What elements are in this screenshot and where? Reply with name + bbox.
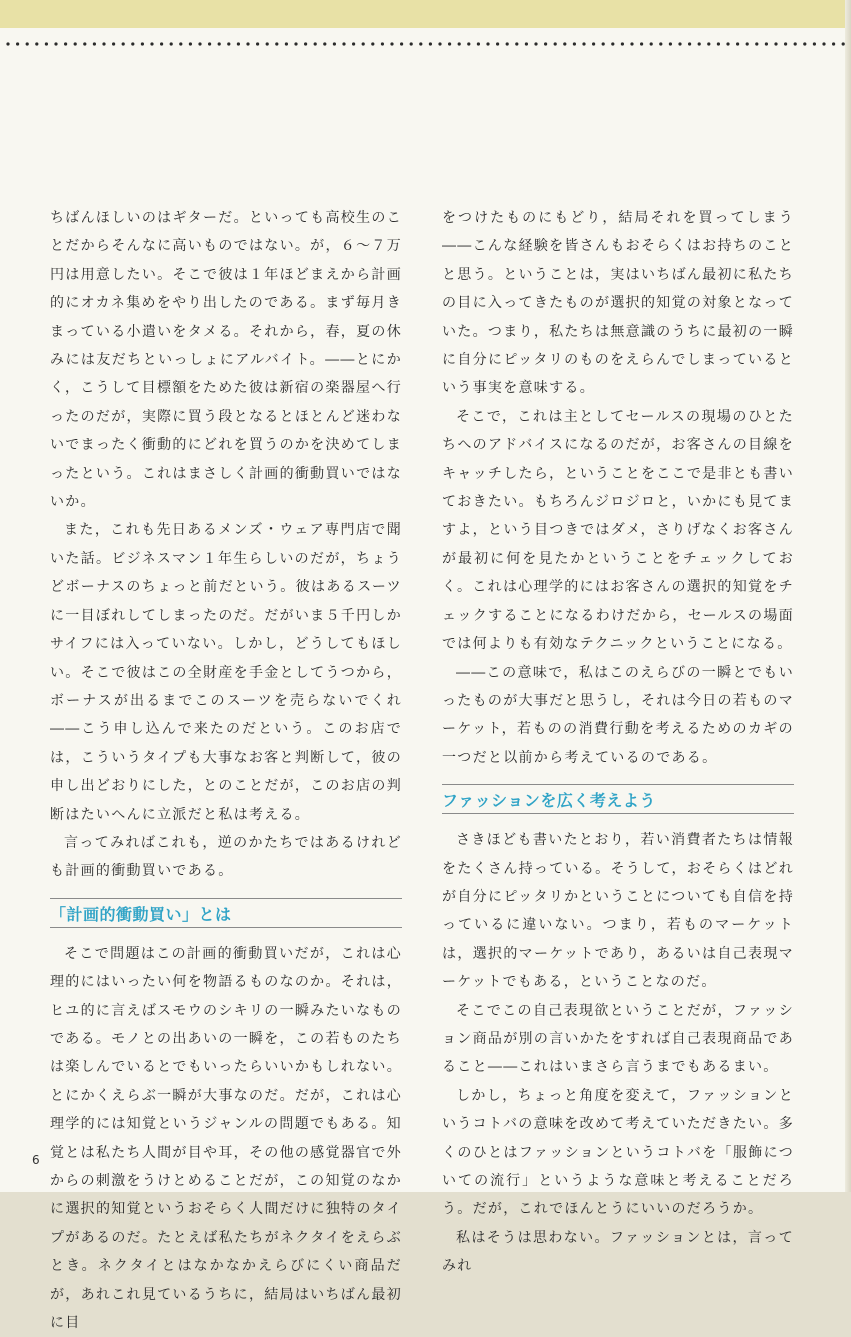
rule-dot: [150, 42, 153, 45]
page-number: 6: [32, 1153, 40, 1167]
rule-dot: [563, 42, 566, 45]
rule-dot: [640, 42, 643, 45]
rule-dot: [410, 42, 413, 45]
rule-dot: [419, 42, 422, 45]
body-paragraph: しかし，ちょっと角度を変えて，ファッションというコトバの意味を改めて考えていただきたい。多くのひとはファッションというコトバを「服飾についての流行」というような意味と考えることだろう。だが，これでほんとうにいいのだろうか。: [442, 1087, 794, 1218]
rule-dot: [141, 42, 144, 45]
rule-dot: [266, 42, 269, 45]
body-paragraph: ちばんほしいのはギターだ。といっても高校生のことだからそんなに高いものではない。が，６～７万円は用意したい。そこで彼は１年ほどまえから計画的にオカネ集めをやり出したのである。まず毎月きまっている小遣いをタメる。それから，春，夏の休みには友だちといっしょにアルバイト。――とにかく，こうして目標額をためた彼は新宿の楽器屋へ行ったのだが，実際に買う段となるとほとんど迷わないでまったく衝動的にどれを買うのかを決めてしまったという。これはまさしく計画的衝動買いではないか。: [50, 210, 402, 511]
rule-dot: [534, 42, 537, 45]
rule-dot: [803, 42, 806, 45]
rule-dot: [630, 42, 633, 45]
body-paragraph: ――この意味で，私はこのえらびの一瞬とでもいったものが大事だと思うし，それは今日の若ものマーケット，若ものの消費行動を考えるためのカギの一つだと以前から考えているのである。: [442, 664, 794, 766]
rule-dot: [275, 42, 278, 45]
left-column: [50, 204, 402, 1337]
rule-dot: [602, 42, 605, 45]
rule-dot: [333, 42, 336, 45]
rule-dot: [160, 42, 163, 45]
rule-dot: [390, 42, 393, 45]
body-paragraph: そこでこの自己表現欲ということだが，ファッション商品が別の言いかたをすれば自己表現商品であること――これはいまさら言うまでもあるまい。: [442, 1002, 794, 1076]
rule-dot: [285, 42, 288, 45]
section-heading: 「計画的衝動買い」とは: [50, 898, 402, 928]
rule-dot: [506, 42, 509, 45]
rule-dot: [294, 42, 297, 45]
rule-dot: [659, 42, 662, 45]
rule-dot: [592, 42, 595, 45]
rule-dot: [554, 42, 557, 45]
rule-dot: [16, 42, 19, 45]
rule-dot: [784, 42, 787, 45]
rule-dot: [669, 42, 672, 45]
body-paragraph: さきほども書いたとおり，若い消費者たちは情報をたくさん持っている。そうして，おそらくはどれが自分にピッタリかということについても自信を持っているに違いない。つまり，若ものマーケットは，選択的マーケットであり，あるいは自己表現マーケットでもある，ということなのだ。: [442, 832, 794, 991]
rule-dot: [35, 42, 38, 45]
top-color-band: [0, 0, 851, 28]
rule-dot: [400, 42, 403, 45]
rule-dot: [467, 42, 470, 45]
rule-dot: [304, 42, 307, 45]
rule-dot: [726, 42, 729, 45]
rule-dot: [832, 42, 835, 45]
page-edge-shadow: [845, 0, 851, 1192]
rule-dot: [362, 42, 365, 45]
rule-dot: [208, 42, 211, 45]
rule-dot: [112, 42, 115, 45]
body-paragraph: また，これも先日あるメンズ・ウェア専門店で聞いた話。ビジネスマン１年生らしいのだが，ちょうどボーナスのちょっと前だという。彼はあるスーツに一目ぼれしてしまったのだ。だがいま５千円しかサイフには入っていない。しかし，どうしてもほしい。そこで彼はこの全財産を手金としてうつから，ボーナスが出るまでこのスーツを売らないでくれ――こう申し込んで来たのだという。このお店では，こういうタイプも大事なお客と判断して，彼の申し出どおりにした，とのことだが，このお店の判断はたいへんに立派だと私は考える。: [50, 522, 402, 823]
rule-dot: [525, 42, 528, 45]
rule-dot: [314, 42, 317, 45]
rule-dot: [438, 42, 441, 45]
rule-dot: [688, 42, 691, 45]
rule-dot: [765, 42, 768, 45]
rule-dot: [611, 42, 614, 45]
rule-dot: [83, 42, 86, 45]
rule-dot: [246, 42, 249, 45]
rule-dot: [486, 42, 489, 45]
rule-dot: [794, 42, 797, 45]
rule-dot: [45, 42, 48, 45]
rule-dot: [189, 42, 192, 45]
rule-dot: [717, 42, 720, 45]
rule-dot: [707, 42, 710, 45]
rule-dot: [26, 42, 29, 45]
body-paragraph: そこで，これは主としてセールスの現場のひとたちへのアドバイスになるのだが，お客さんの目線をキャッチしたら，ということをここで是非とも書いておきたい。もちろんジロジロと，いかにも見てますよ，という目つきではダメ，さりげなくお客さんが最初に何を見たかということをチェックしておく。これは心理学的にはお客さんの選択的知覚をチェックすることになるわけだから，セールスの場面では何よりも有効なテクニックということになる。: [442, 408, 794, 653]
rule-dot: [131, 42, 134, 45]
right-column: [442, 204, 794, 1281]
rule-dot: [755, 42, 758, 45]
rule-dot: [54, 42, 57, 45]
rule-dot: [93, 42, 96, 45]
body-paragraph: をつけたものにもどり，結局それを買ってしまう――こんな経験を皆さんもおそらくはお持ちのことと思う。ということは，実はいちばん最初に私たちの目に入ってきたものが選択的知覚の対象となっていた。つまり，私たちは無意識のうちに最初の一瞬に自分にピッタリのものをえらんでしまっているという事実を意味する。: [442, 210, 794, 397]
rule-dot: [573, 42, 576, 45]
rule-dot: [227, 42, 230, 45]
rule-dot: [678, 42, 681, 45]
body-paragraph: 私はそうは思わない。ファッションとは，言ってみれ: [442, 1229, 794, 1275]
dotted-rule: [0, 40, 851, 48]
rule-dot: [74, 42, 77, 45]
rule-dot: [774, 42, 777, 45]
rule-dot: [544, 42, 547, 45]
rule-dot: [477, 42, 480, 45]
rule-dot: [256, 42, 259, 45]
body-paragraph: 言ってみればこれも，逆のかたちではあるけれども計画的衝動買いである。: [50, 834, 402, 880]
rule-dot: [822, 42, 825, 45]
rule-dot: [381, 42, 384, 45]
rule-dot: [323, 42, 326, 45]
rule-dot: [6, 42, 9, 45]
rule-dot: [352, 42, 355, 45]
rule-dot: [170, 42, 173, 45]
rule-dot: [582, 42, 585, 45]
rule-dot: [198, 42, 201, 45]
rule-dot: [515, 42, 518, 45]
rule-dot: [448, 42, 451, 45]
rule-dot: [746, 42, 749, 45]
rule-dot: [179, 42, 182, 45]
rule-dot: [64, 42, 67, 45]
rule-dot: [496, 42, 499, 45]
rule-dot: [736, 42, 739, 45]
rule-dot: [698, 42, 701, 45]
rule-dot: [371, 42, 374, 45]
section-heading: ファッションを広く考えよう: [442, 784, 794, 814]
rule-dot: [102, 42, 105, 45]
rule-dot: [237, 42, 240, 45]
rule-dot: [650, 42, 653, 45]
rule-dot: [218, 42, 221, 45]
body-paragraph: そこで問題はこの計画的衝動買いだが，これは心理的にはいったい何を物語るものなのか。それは，ヒユ的に言えばスモウのシキリの一瞬みたいなものである。モノとの出あいの一瞬を，この若ものたちは楽しんでいるとでもいったらいいかもしれない。とにかくえらぶ一瞬が大事なのだ。だが，これは心理学的には知覚というジャンルの問題でもある。知覚とは私たち人間が目や耳，その他の感覚器官で外からの刺激をうけとめることだが，この知覚のなかに選択的知覚というおそらく人間だけに独特のタイプがあるのだ。たとえば私たちがネクタイをえらぶとき。ネクタイとはなかなかえらびにくい商品だが，あれこれ見ているうちに，結局はいちばん最初に目: [50, 945, 402, 1332]
rule-dot: [429, 42, 432, 45]
rule-dot: [621, 42, 624, 45]
rule-dot: [342, 42, 345, 45]
rule-dot: [122, 42, 125, 45]
rule-dot: [813, 42, 816, 45]
rule-dot: [458, 42, 461, 45]
